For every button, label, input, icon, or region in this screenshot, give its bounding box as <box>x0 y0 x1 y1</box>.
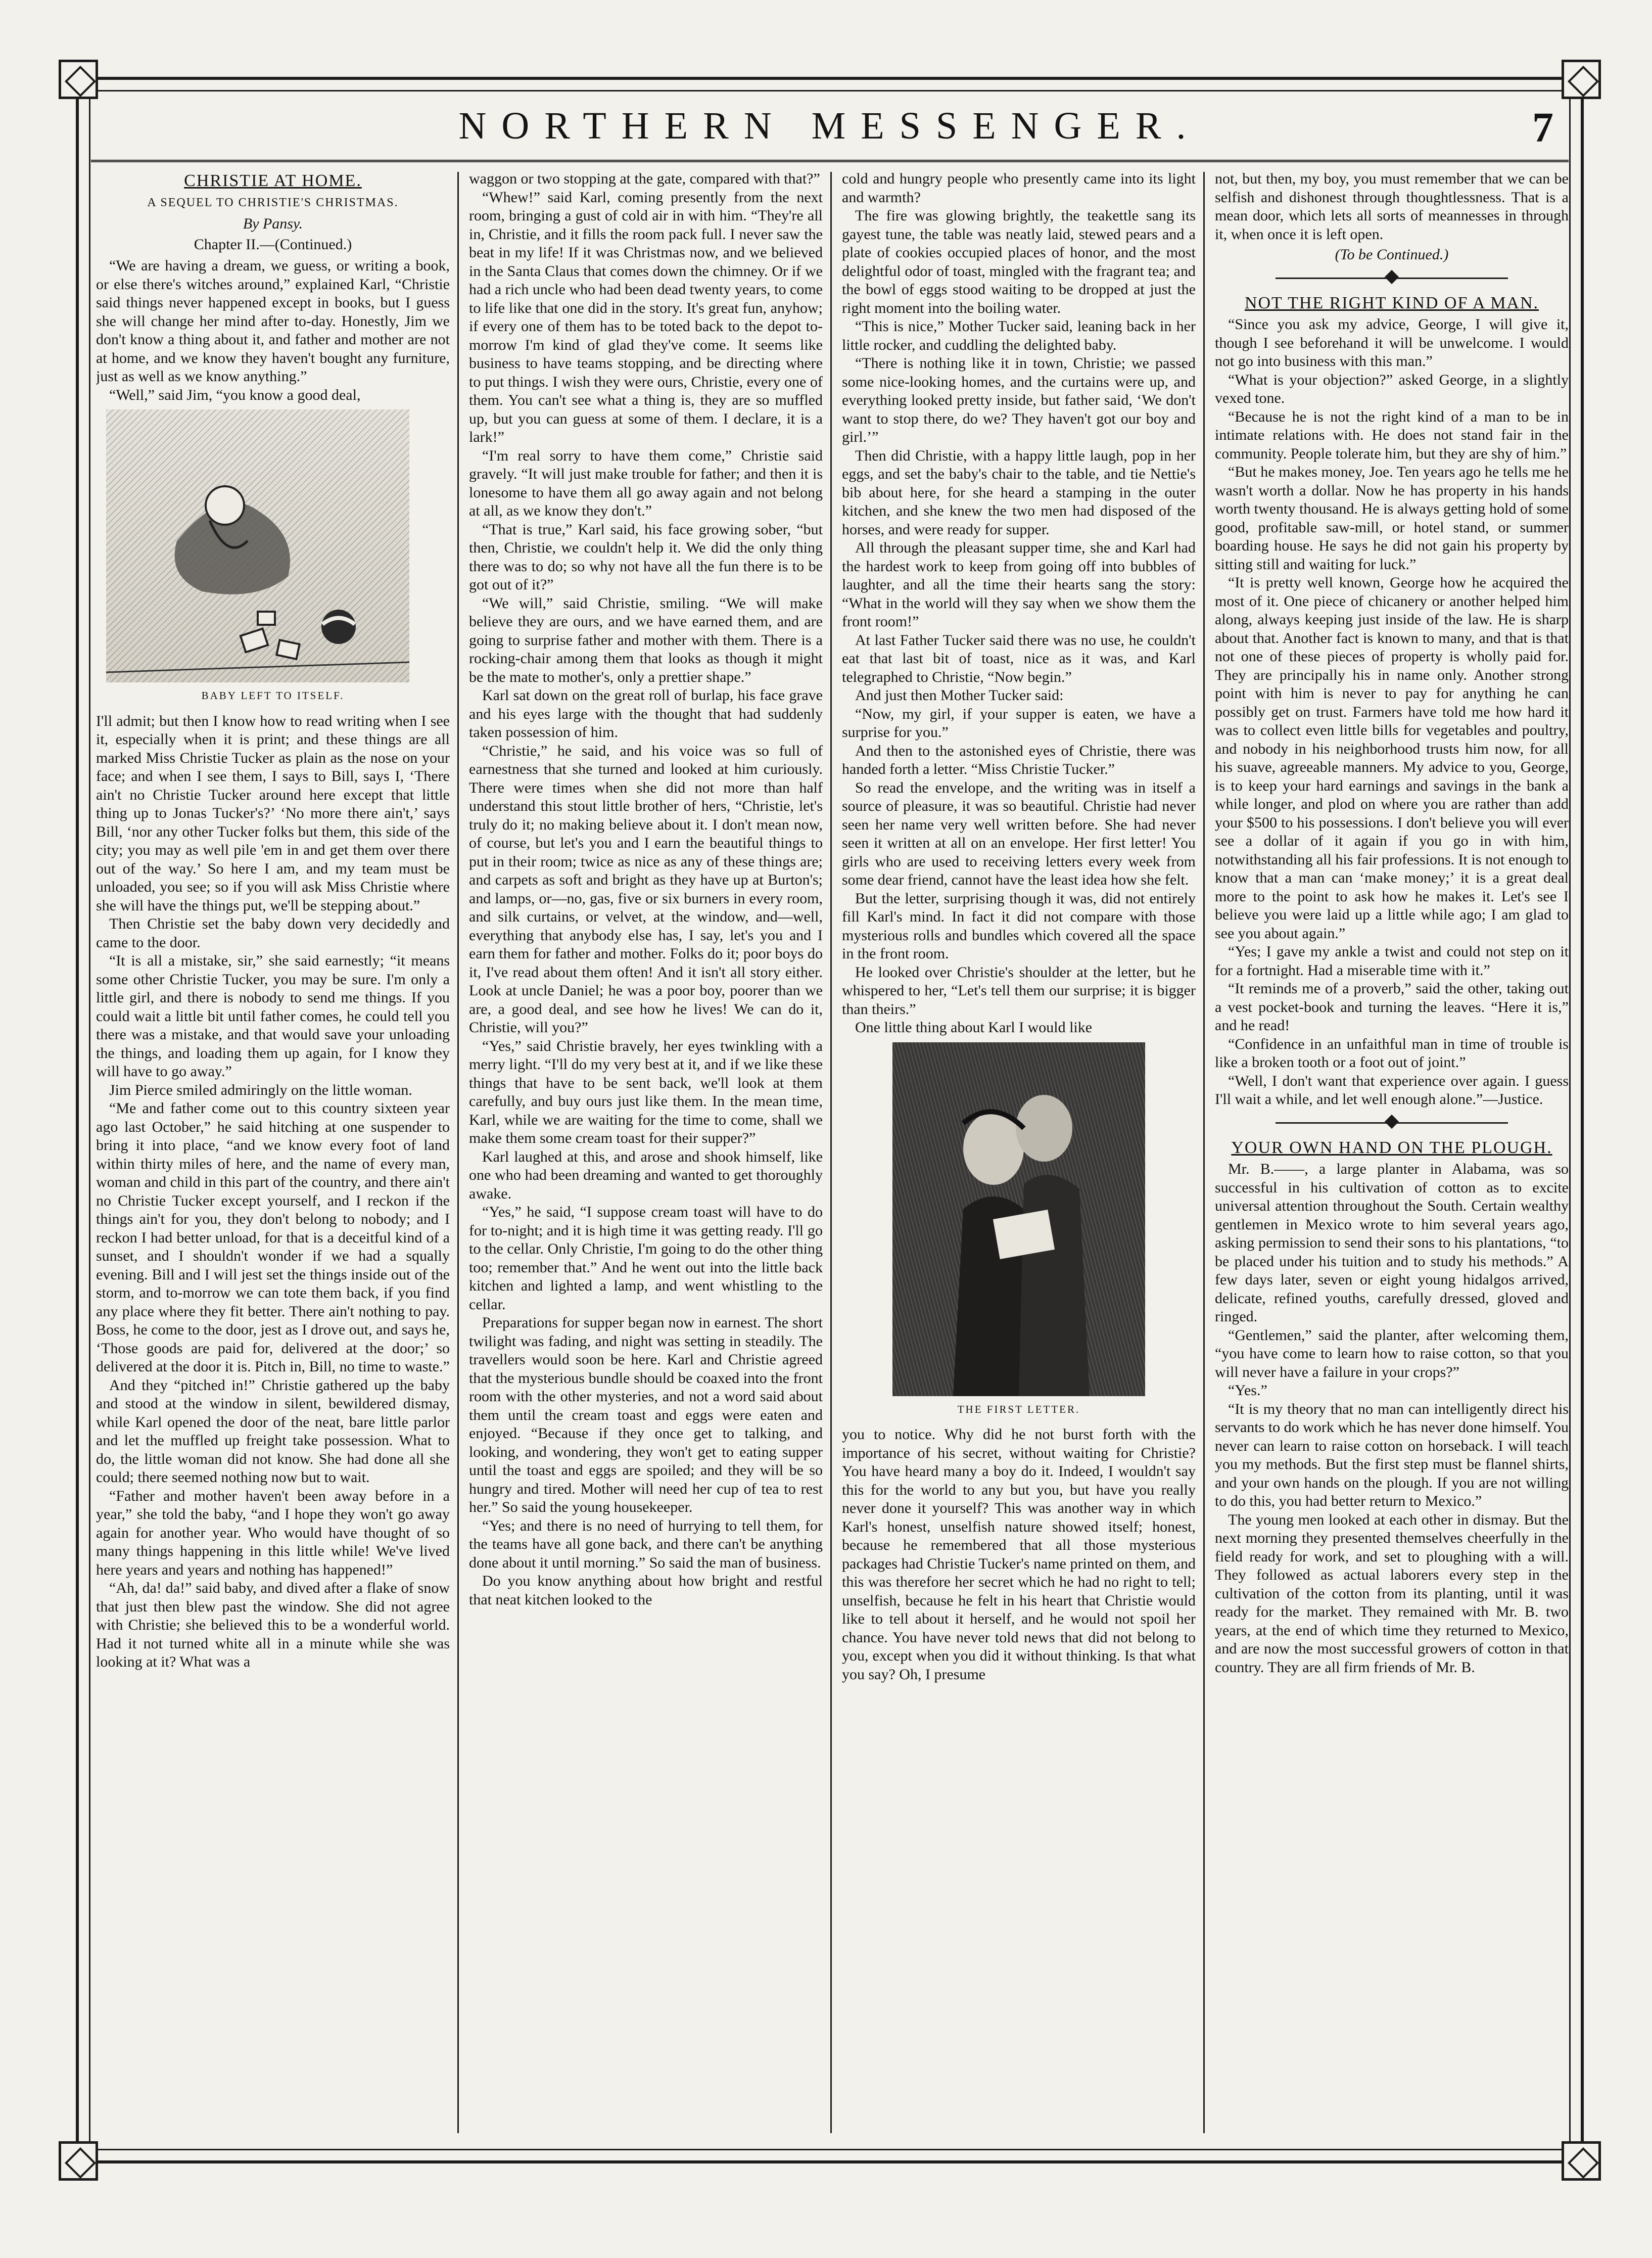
paragraph: And they “pitched in!” Christie gathered up the baby and stood at the window in silent, bewildered dismay, while Karl opened the door of the neat, bare little parlor and let the muffled up freight take possession. What to do, the little woman did not know. She had done all she could; there seemed nothing now but to wait. <box>96 1376 450 1486</box>
paragraph: Do you know anything about how bright and restful that neat kitchen looked to the <box>469 1573 823 1608</box>
illustration-baby <box>106 409 409 682</box>
paragraph: The fire was glowing brightly, the teakettle sang its gayest tune, the table was neatly laid, stewed pears and a plate of cookies occupied places of honor, and the most delightful odor of toast, mingled with the fragrant tea; and the bowl of eggs stood waiting to be dropped at just the right moment into the boiling water. <box>842 207 1196 316</box>
article-heading: YOUR OWN HAND ON THE PLOUGH. <box>1231 1138 1552 1157</box>
paragraph: “That is true,” Karl said, his face growing sober, “but then, Christie, we couldn't help it. We did the only thing there was to do; so why not have all the fun there is to be got out of it?” <box>469 521 823 593</box>
paragraph: “Yes,” said Christie bravely, her eyes twinkling with a merry light. “I'll do my very best at it, and if we like these things that have to be sent back, we'll look at them carefully, and buy ours just like them. In the mean time, Karl, while we are waiting for the time to come, shall we make them some cream toast for their supper?” <box>469 1037 823 1146</box>
paragraph: Karl laughed at this, and arose and shook himself, like one who had been dreaming and wanted to get thoroughly awake. <box>469 1148 823 1202</box>
paragraph: “Ah, da! da!” said baby, and dived after a flake of snow that just then blew past the window. She did not agree with Christie; she believed this to be a wonderful world. Had it not turned white all in a minute while she was looking at it? What was a <box>96 1580 450 1670</box>
paragraph: “Well, I don't want that experience over again. I guess I'll wait a while, and let well enough alone.”—Justice. <box>1215 1072 1569 1108</box>
paragraph: “There is nothing like it in town, Christie; we passed some nice-looking homes, and the curtains were up, and everything looked pretty inside, but father said, ‘We don't want to stop there, do we? They haven't got our boy and girl.’” <box>842 355 1196 445</box>
corner-ornament-icon <box>1562 2141 1601 2181</box>
to-be-continued: (To be Continued.) <box>1335 246 1449 263</box>
column-rule <box>457 172 459 2133</box>
paragraph: “Now, my girl, if your supper is eaten, we have a surprise for you.” <box>842 705 1196 741</box>
paragraph: Preparations for supper began now in earnest. The short twilight was fading, and night was setting in steadily. The travellers would soon be here. Karl and Christie agreed that the mysterious bundle should be coaxed into the front room with the other mysteries, and not a word said about them until the cream toast and eggs were eaten and enjoyed. “Because if they once get to talking, and looking, and wondering, they won't get to eating supper until the toast and eggs are spoiled; and they will be so hungry and tired. Mother will need her cup of tea to rest her.” So said the young housekeeper. <box>469 1314 823 1515</box>
corner-ornament-icon <box>59 60 98 99</box>
paragraph: “Since you ask my advice, George, I will give it, though I see beforehand it will be unwelcome. I would not go into business with this man.” <box>1215 316 1569 370</box>
paragraph: “It reminds me of a proverb,” said the other, taking out a vest pocket-book and turning the leaves. “Here it is,” and he read! <box>1215 980 1569 1034</box>
publication-title: NORTHERN MESSENGER. <box>458 105 1201 147</box>
paragraph: “Christie,” he said, and his voice was so full of earnestness that she turned and looked at him curiously. There were times when she did not more than half understand this stout little brother of hers, “Christie, let's truly do it; no making believe about it. I don't mean now, of course, but let's you and I earn the beautiful things to put in their room; twice as nice as any of these things are; and carpets as soft and bright as they have up at Burton's; and lamps, or—no, gas, five or six burners in every room, and silk curtains, or velvet, at the window, and—well, everything that anybody else has, I say, let's you and I earn them for father and mother. Folks do it; poor boys do it, I've read about them often! And it isn't all story either. Look at uncle Daniel; he was a poor boy, poorer than we are, a good deal, and see how he lives! We can do it, Christie, will you?” <box>469 742 823 1036</box>
paragraph: “It is all a mistake, sir,” she said earnestly; “it means some other Christie Tucker, you may be sure. I'm only a little girl, and there is nobody to send me things. If you could wait a little bit until father comes, he could tell you there was a mistake, and that would save your unloading the things, and loading them up again, for I know they will have to go away.” <box>96 952 450 1080</box>
column-3 <box>842 170 1196 2136</box>
section-divider <box>1276 1122 1508 1134</box>
paragraph: “But he makes money, Joe. Ten years ago he tells me he wasn't worth a dollar. Now he has property in his hands worth twenty thousand. He is always getting hold of some good, profitable saw-mill, or hotel stand, or summer boarding house. He says he did not gain his property by sitting still and waiting for luck.” <box>1215 464 1569 573</box>
paragraph: “Gentlemen,” said the planter, after welcoming them, “you have come to learn how to raise cotton, so that you will never have a failure in your crops?” <box>1215 1326 1569 1380</box>
chapter-label: Chapter II.—(Continued.) <box>194 236 352 253</box>
masthead <box>91 99 1569 162</box>
paragraph: Jim Pierce smiled admiringly on the little woman. <box>109 1081 412 1098</box>
paragraph: Mr. B.——, a large planter in Alabama, was so successful in his cultivation of cotton as to excite universal attention throughout the South. Certain wealthy gentlemen in Mexico wrote to him several years ago, asking permission to send their sons to his plantations, “to be placed under his tuition and to study his methods.” A few days later, seven or eight young hidalgos arrived, delicate, refined youths, carefully dressed, gloved and ringed. <box>1215 1161 1569 1325</box>
article-subheading: A SEQUEL TO CHRISTIE'S CHRISTMAS. <box>147 196 399 209</box>
paragraph: “It is my theory that no man can intelligently direct his servants to do work which he has never done himself. You never can learn to raise cotton on horseback. I will teach you my methods. But the first step must be flannel shirts, and your own hands on the plough. If you are not willing to do this, you had better return to Mexico.” <box>1215 1400 1569 1509</box>
children-reading-icon <box>892 1042 1145 1396</box>
corner-ornament-icon <box>1562 60 1601 99</box>
paragraph: cold and hungry people who presently came into its light and warmth? <box>842 170 1196 206</box>
illustration-caption: THE FIRST LETTER. <box>957 1403 1080 1415</box>
paragraph: At last Father Tucker said there was no use, he couldn't eat that last bit of toast, nice as it was, and Karl telegraphed to Christie, “Now begin.” <box>842 631 1196 685</box>
column-4 <box>1215 170 1569 2136</box>
paragraph: “What is your objection?” asked George, in a slightly vexed tone. <box>1215 371 1569 406</box>
illustration-caption: BABY LEFT TO ITSELF. <box>201 689 345 702</box>
paragraph: “Whew!” said Karl, coming presently from the next room, bringing a gust of cold air in with him. “They're all in, Christie, and it fills the room pack full. I never saw the beat in my life! If it was Christmas now, and we believed in the Santa Claus that comes down the chimney. Or if we had a rich uncle who had been dead twenty years, to come to life like that one did in the story. It's great fun, anyhow; if every one of them has to be toted back to the depot to-morrow I'm kind of glad they've come. It seems like business to have teams stopping, and be directing where to put things. I wish they were ours, Christie, every one of them. You can't see what a thing is, they are so muffled up, but you can guess at some of them. I declare, it is a lark!” <box>469 189 823 445</box>
paragraph: “This is nice,” Mother Tucker said, leaning back in her little rocker, and cuddling the delighted baby. <box>842 318 1196 353</box>
paragraph: “Yes,” he said, “I suppose cream toast will have to do for to-night; and it is high time it was getting ready. I'll go to the cellar. Only Christie, I'm going to do the other thing too; remember that.” And he went out into the little back kitchen and lighted a lamp, and went whistling to the cellar. <box>469 1204 823 1313</box>
paragraph: He looked over Christie's shoulder at the letter, but he whispered to her, “Let's tell them our surprise; it is bigger than theirs.” <box>842 963 1196 1018</box>
paragraph: The young men looked at each other in dismay. But the next morning they presented themselves cheerfully in the field ready for work, and set to ploughing with a will. They followed as actual laborers every step in the cultivation of the cotton from its planting, until it was ready for the market. They remained with Mr. B. two years, at the end of which time they returned to Mexico, and are now the most successful growers of cotton in that country. They are all firm friends of Mr. B. <box>1215 1511 1569 1676</box>
article-byline: By Pansy. <box>243 215 303 232</box>
column-rule <box>830 172 832 2133</box>
column-2 <box>469 170 823 2136</box>
paragraph: So read the envelope, and the writing was in itself a source of pleasure, it was so beautiful. Christie had never seen her name very well written before. She had never seen it written at all on an envelope. Her first letter! You girls who are used to receiving letters every week from some dear friend, cannot have the least idea how she felt. <box>842 779 1196 888</box>
paragraph: “It is pretty well known, George how he acquired the most of it. One piece of chicanery or another helped him along, always keeping just inside of the law. He is sharp about that. Another fact is known to many, and that is that not one of these pieces of property is wholly paid for. They are principally his in name only. Another strong point with him is never to pay for anything he can possibly get on trust. Farmers have told me how hard it was to collect even little bills for vegetables and poultry, and nobody in his neighborhood trusts him now, for all his suave, agreeable manners. My advice to you, George, is to keep your hard earnings and savings in the bank a while longer, and plod on where you are rather than add your $500 to his possessions. I don't believe you will ever see a dollar of it again if you go in with him, notwithstanding all his fair professions. It is not enough to know that a man can ‘make money;’ it is a great deal more to the point to ask how he makes it. Let's see I believe you were laid up a little while ago; I am glad to see you about again.” <box>1215 574 1569 942</box>
paragraph: Karl sat down on the great roll of burlap, his face grave and his eyes large with the thought that had suddenly taken possession of him. <box>469 687 823 741</box>
paragraph: “Me and father come out to this country sixteen year ago last October,” he said hitching at one suspender to bring it into place, “and we know every foot of land within thirty miles of here, and the name of every man, woman and child in this part of the country, and there ain't no Christie Tucker except yourself, and I reckon if the things ain't for you, they don't belong to nobody; and I reckon I had better unload, for that is a deceitful kind of a sunset, and I shouldn't wonder if we had a squally evening. Bill and I will jest set the things inside out of the storm, and to-morrow we can tote them back, if you find any place where they fit better. There ain't nothing to pay. Boss, he come to the door, jest as I drove out, and says he, ‘Those goods are paid for, delivered at the door;’ so delivered at the door it is. Pitch in, Bill, no time to waste.” <box>96 1100 450 1375</box>
paragraph: And then to the astonished eyes of Christie, there was handed forth a letter. “Miss Christie Tucker.” <box>842 742 1196 777</box>
paragraph: One little thing about Karl I would like <box>855 1019 1093 1036</box>
paragraph: you to notice. Why did he not burst forth with the importance of his secret, without waiting for Christie? You have heard many a boy do it. Indeed, I wouldn't say this for the world to any but you, but have you really never done it yourself? This was another way in which Karl's honest, unselfish nature showed itself; honest, because he remembered that all those mysterious packages had Christie Tucker's name printed on them, and this was therefore her secret which he had no right to tell; unselfish, because he felt in his heart that Christie would like to tell about it herself, and he would not spoil her chance. You have never told news that did not belong to you, except when you did it without thinking. Is that what you say? Oh, I presume <box>842 1426 1196 1683</box>
paragraph: not, but then, my boy, you must remember that we can be selfish and dishonest through thoughtlessness. That is a mean door, which lets all sorts of meannesses in through it, when once it is left open. <box>1215 170 1569 243</box>
corner-ornament-icon <box>59 2141 98 2181</box>
paragraph: “Father and mother haven't been away before in a year,” she told the baby, “and I hope they won't go away again for another year. Who would have thought of so many things happening in this little while! We've lived here years and years and nothing has happened!” <box>96 1487 450 1578</box>
article-heading: NOT THE RIGHT KIND OF A MAN. <box>1244 293 1539 312</box>
baby-illustration-icon <box>106 409 409 682</box>
paragraph: “I'm real sorry to have them come,” Christie said gravely. “It will just make trouble for father; and then it is lonesome to have them all go away again and not belong at all, as we know they don't.” <box>469 447 823 519</box>
paragraph: Then did Christie, with a happy little laugh, pop in her eggs, and set the baby's chair to the table, and tie Nettie's bib about here, for she heard a stamping in the outer kitchen, and she knew the two men had disposed of the horses, and were ready for supper. <box>842 447 1196 538</box>
article-heading: CHRISTIE AT HOME. <box>184 171 362 190</box>
paragraph: But the letter, surprising though it was, did not entirely fill Karl's mind. In fact it did not compare with those mysterious rolls and bundles which covered all the space in the front room. <box>842 890 1196 962</box>
column-rule <box>1203 172 1205 2133</box>
page-number: 7 <box>1532 104 1553 151</box>
paragraph: And just then Mother Tucker said: <box>855 687 1064 704</box>
illustration-first-letter <box>892 1042 1145 1396</box>
paragraph: “We will,” said Christie, smiling. “We will make believe they are ours, and we have earned them, and are going to surprise father and mother with them. There is a rocking-chair among them that looks as though it might be the mate to mother's, only a prettier shape.” <box>469 594 823 685</box>
paragraph: “We are having a dream, we guess, or writing a book, or else there's witches around,” explained Karl, “Christie said things never happened except in books, but I guess she will change her mind after to-day. Honestly, Jim we don't know a thing about it, and father and mother are not at home, and we know they haven't bought any furniture, just as well as we know anything.” <box>96 257 450 385</box>
paragraph: “Yes; and there is no need of hurrying to tell them, for the teams have all gone back, and there can't be anything done about it until morning.” So said the man of business. <box>469 1517 823 1571</box>
paragraph: I'll admit; but then I know how to read writing when I see it, especially when it is print; and these things are all marked Miss Christie Tucker as plain as the nose on your face; and when I see them, I says to Bill, says I, ‘There ain't no Christie Tucker around here except that little thing up to Jonas Tucker's?’ ‘No more there ain't,’ says Bill, ‘nor any other Tucker folks but them, this side of the city; you may as well pile 'em in and get them over there out of the way.’ So here I am, and my team must be unloaded, you see; so if you will ask Miss Christie where she will have the things put, we'll be stepping about.” <box>96 712 450 914</box>
paragraph: All through the pleasant supper time, she and Karl had the hardest work to keep from going off into bubbles of laughter, and all the time their hearts sang the story: “What in the world will they say when we show them the front room!” <box>842 539 1196 630</box>
paragraph: “Confidence in an unfaithful man in time of trouble is like a broken tooth or a foot out of joint.” <box>1215 1035 1569 1071</box>
paragraph: waggon or two stopping at the gate, compared with that?” <box>469 170 820 187</box>
section-divider <box>1276 278 1508 289</box>
paragraph: “Well,” said Jim, “you know a good deal, <box>109 386 361 403</box>
paragraph: “Because he is not the right kind of a man to be in intimate relations with. He does not stand fair in the community. People tolerate him, but they are shy of him.” <box>1215 408 1569 462</box>
paragraph: “Yes; I gave my ankle a twist and could not step on it for a fortnight. Had a miserable time with it.” <box>1215 943 1569 979</box>
column-1 <box>96 170 450 2136</box>
paragraph: Then Christie set the baby down very decidedly and came to the door. <box>96 915 450 951</box>
paragraph: “Yes.” <box>1228 1382 1267 1399</box>
